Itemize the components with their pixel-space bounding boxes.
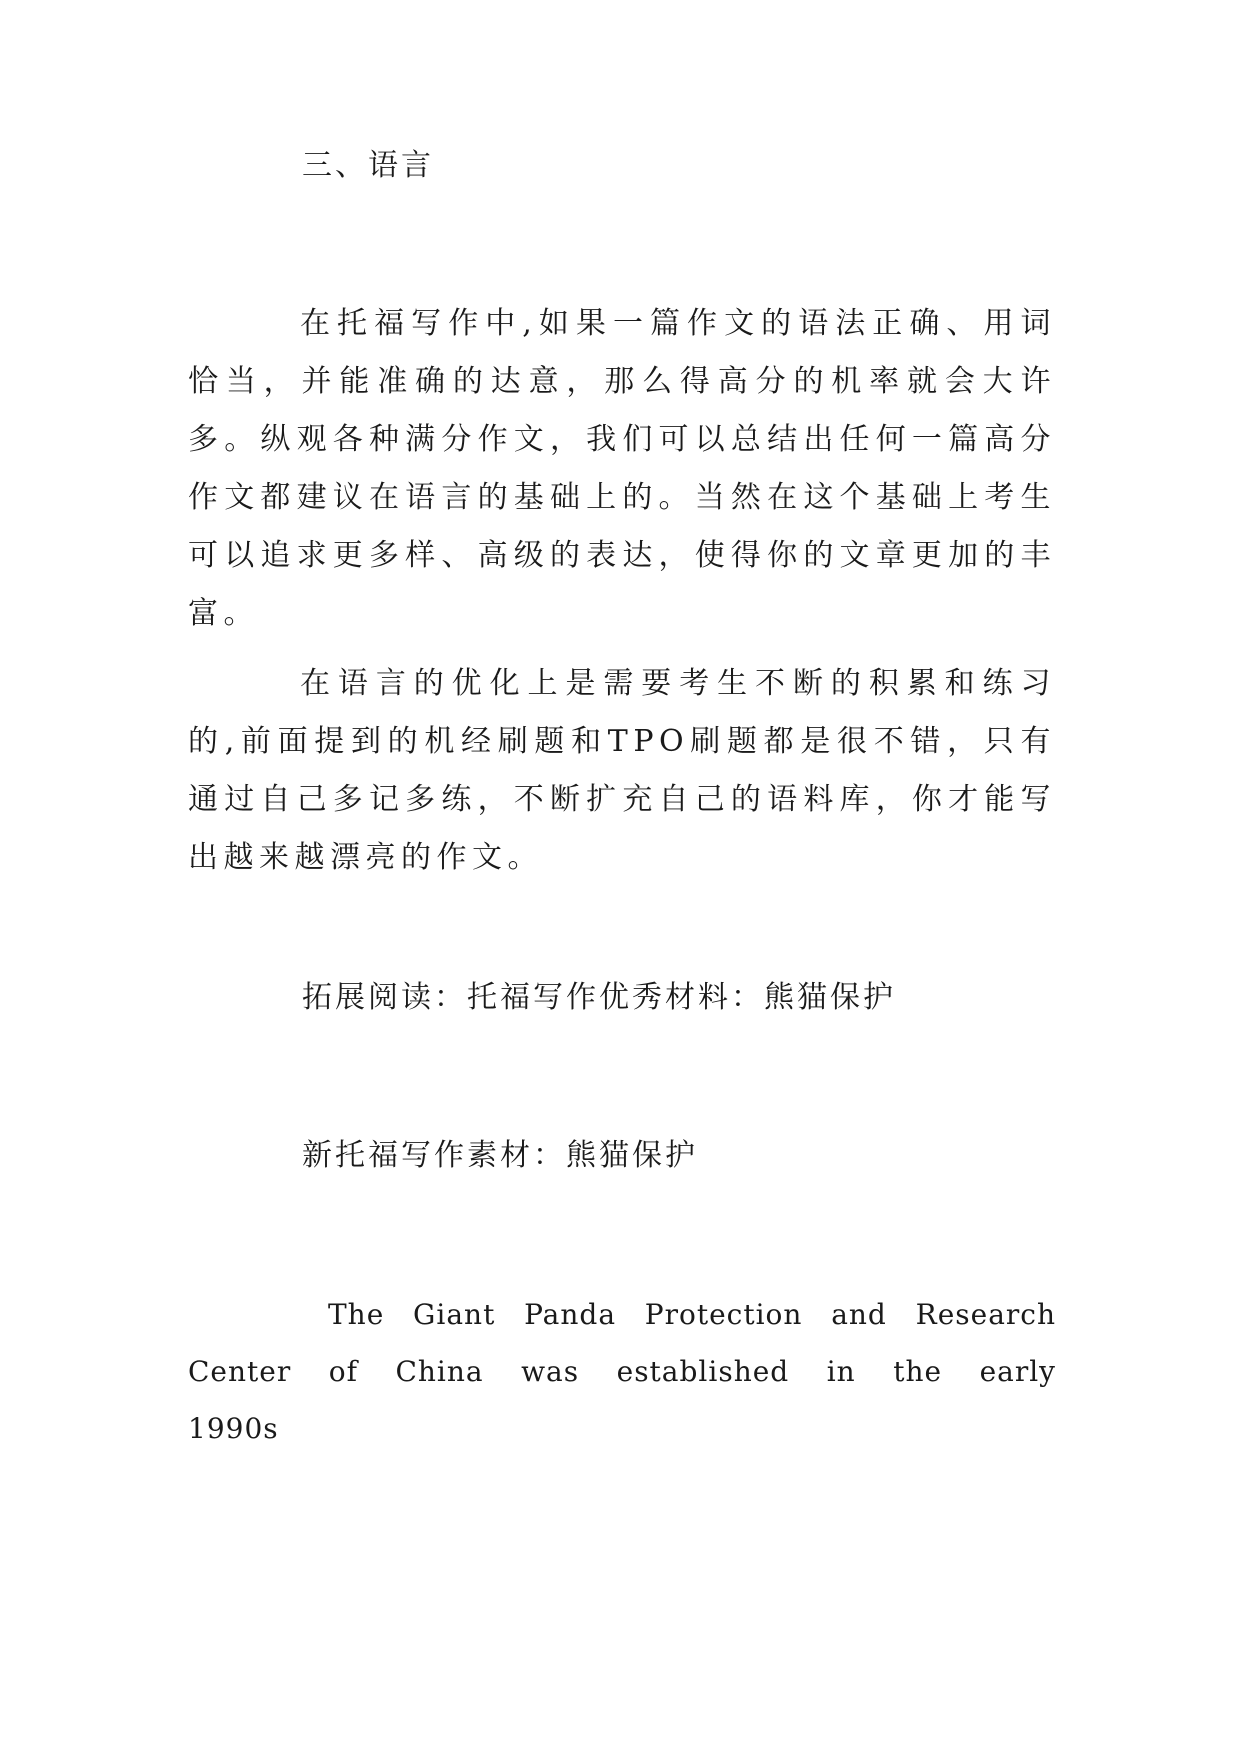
material-title: 新托福写作素材：熊猫保护 [302,1138,698,1173]
english-paragraph: The Giant Panda Protection and Research Center of China was established in the early 1990s [188,1298,1056,1445]
extended-reading-title: 拓展阅读：托福写作优秀材料：熊猫保护 [302,980,896,1015]
paragraph-language-optimization: 在语言的优化上是需要考生不断的积累和练习的,前面提到的机经刷题和TPO刷题都是很不错，只有通过自己多记多练，不断扩充自己的语料库，你才能写出越来越漂亮的作文。 [188,666,1056,875]
section-heading: 三、语言 [302,148,434,183]
paragraph-language-importance: 在托福写作中,如果一篇作文的语法正确、用词恰当，并能准确的达意，那么得高分的机率就会大许多。纵观各种满分作文，我们可以总结出任何一篇高分作文都建议在语言的基础上的。当然在这个基础上考生可以追求更多样、高级的表达，使得你的文章更加的丰富。 [188,306,1056,631]
